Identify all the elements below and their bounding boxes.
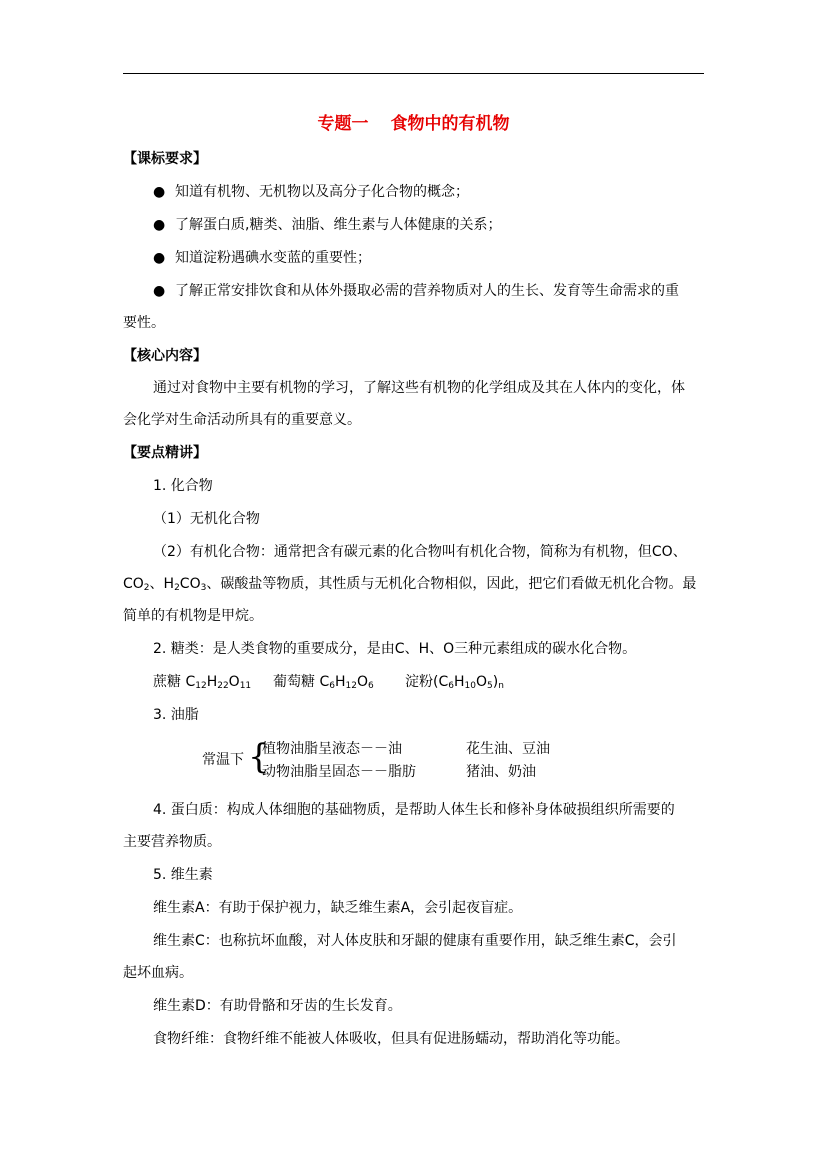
point-sugar: 2. 糖类：是人类食物的重要成分，是由C、H、O三种元素组成的碳水化合物。 xyxy=(153,641,637,657)
point-organic-continued: 简单的有机物是甲烷。 xyxy=(123,608,263,624)
vitamin-c-continued: 起坏血病。 xyxy=(123,965,193,981)
point-vitamin: 5. 维生素 xyxy=(153,867,213,883)
vitamin-d: 维生素D：有助骨骼和牙齿的生长发育。 xyxy=(153,998,402,1014)
fat-animal-examples: 猪油、奶油 xyxy=(466,764,536,780)
requirement-item: ● 了解蛋白质,糖类、油脂、维生素与人体健康的关系； xyxy=(153,217,502,233)
section-requirements: 【课标要求】 xyxy=(123,151,207,167)
bullet-icon: ● xyxy=(153,217,166,233)
section-key-points: 【要点精讲】 xyxy=(123,445,207,461)
page-title: 专题一 食物中的有机物 xyxy=(317,114,510,134)
fat-room-temp-label: 常温下 xyxy=(202,752,244,768)
bullet-icon: ● xyxy=(153,283,166,299)
brace-icon: { xyxy=(248,737,270,777)
sugar-sucrose: 蔗糖 $C_{12}H_{22}O_{11}$ xyxy=(153,674,252,691)
point-inorganic: （1）无机化合物 xyxy=(153,511,260,527)
vitamin-a: 维生素A：有助于保护视力，缺乏维生素A，会引起夜盲症。 xyxy=(153,900,523,916)
point-fat: 3. 油脂 xyxy=(153,707,199,723)
bullet-icon: ● xyxy=(153,250,166,266)
point-organic: （2）有机化合物：通常把含有碳元素的化合物叫有机化合物，简称为有机物，但CO、 xyxy=(153,544,687,560)
bullet-icon: ● xyxy=(153,184,166,200)
point-protein-continued: 主要营养物质。 xyxy=(123,834,221,850)
point-organic-continued: $CO_2$、$H_2CO_3$、碳酸盐等物质，其性质与无机化合物相似，因此，把它们看做无机化合物。最 xyxy=(123,576,697,593)
core-text: 通过对食物中主要有机物的学习，了解这些有机物的化学组成及其在人体内的变化，体 xyxy=(153,380,685,396)
core-text: 会化学对生命活动所具有的重要意义。 xyxy=(123,412,361,428)
fat-animal-fat: 动物油脂呈固态－－脂肪 xyxy=(262,764,416,780)
fat-plant-oil: 植物油脂呈液态－－油 xyxy=(262,741,402,757)
header-rule xyxy=(123,73,704,74)
requirement-item-continued: 要性。 xyxy=(123,315,165,331)
sugar-glucose: 葡萄糖 $C_6H_{12}O_6$ xyxy=(273,674,374,691)
fat-plant-examples: 花生油、豆油 xyxy=(466,741,550,757)
dietary-fiber: 食物纤维：食物纤维不能被人体吸收，但具有促进肠蠕动，帮助消化等功能。 xyxy=(153,1031,629,1047)
requirement-item: ● 知道有机物、无机物以及高分子化合物的概念； xyxy=(153,184,469,200)
vitamin-c: 维生素C：也称抗坏血酸，对人体皮肤和牙龈的健康有重要作用，缺乏维生素C，会引 xyxy=(153,933,677,949)
point-compound: 1. 化合物 xyxy=(153,478,213,494)
requirement-item: ● 了解正常安排饮食和从体外摄取必需的营养物质对人的生长、发育等生命需求的重 xyxy=(153,283,679,299)
requirement-item: ● 知道淀粉遇碘水变蓝的重要性； xyxy=(153,250,371,266)
section-core: 【核心内容】 xyxy=(123,348,207,364)
sugar-starch: 淀粉$(C_6H_{10}O_5)_n$ xyxy=(405,674,504,691)
point-protein: 4. 蛋白质：构成人体细胞的基础物质，是帮助人体生长和修补身体破损组织所需要的 xyxy=(153,802,675,818)
